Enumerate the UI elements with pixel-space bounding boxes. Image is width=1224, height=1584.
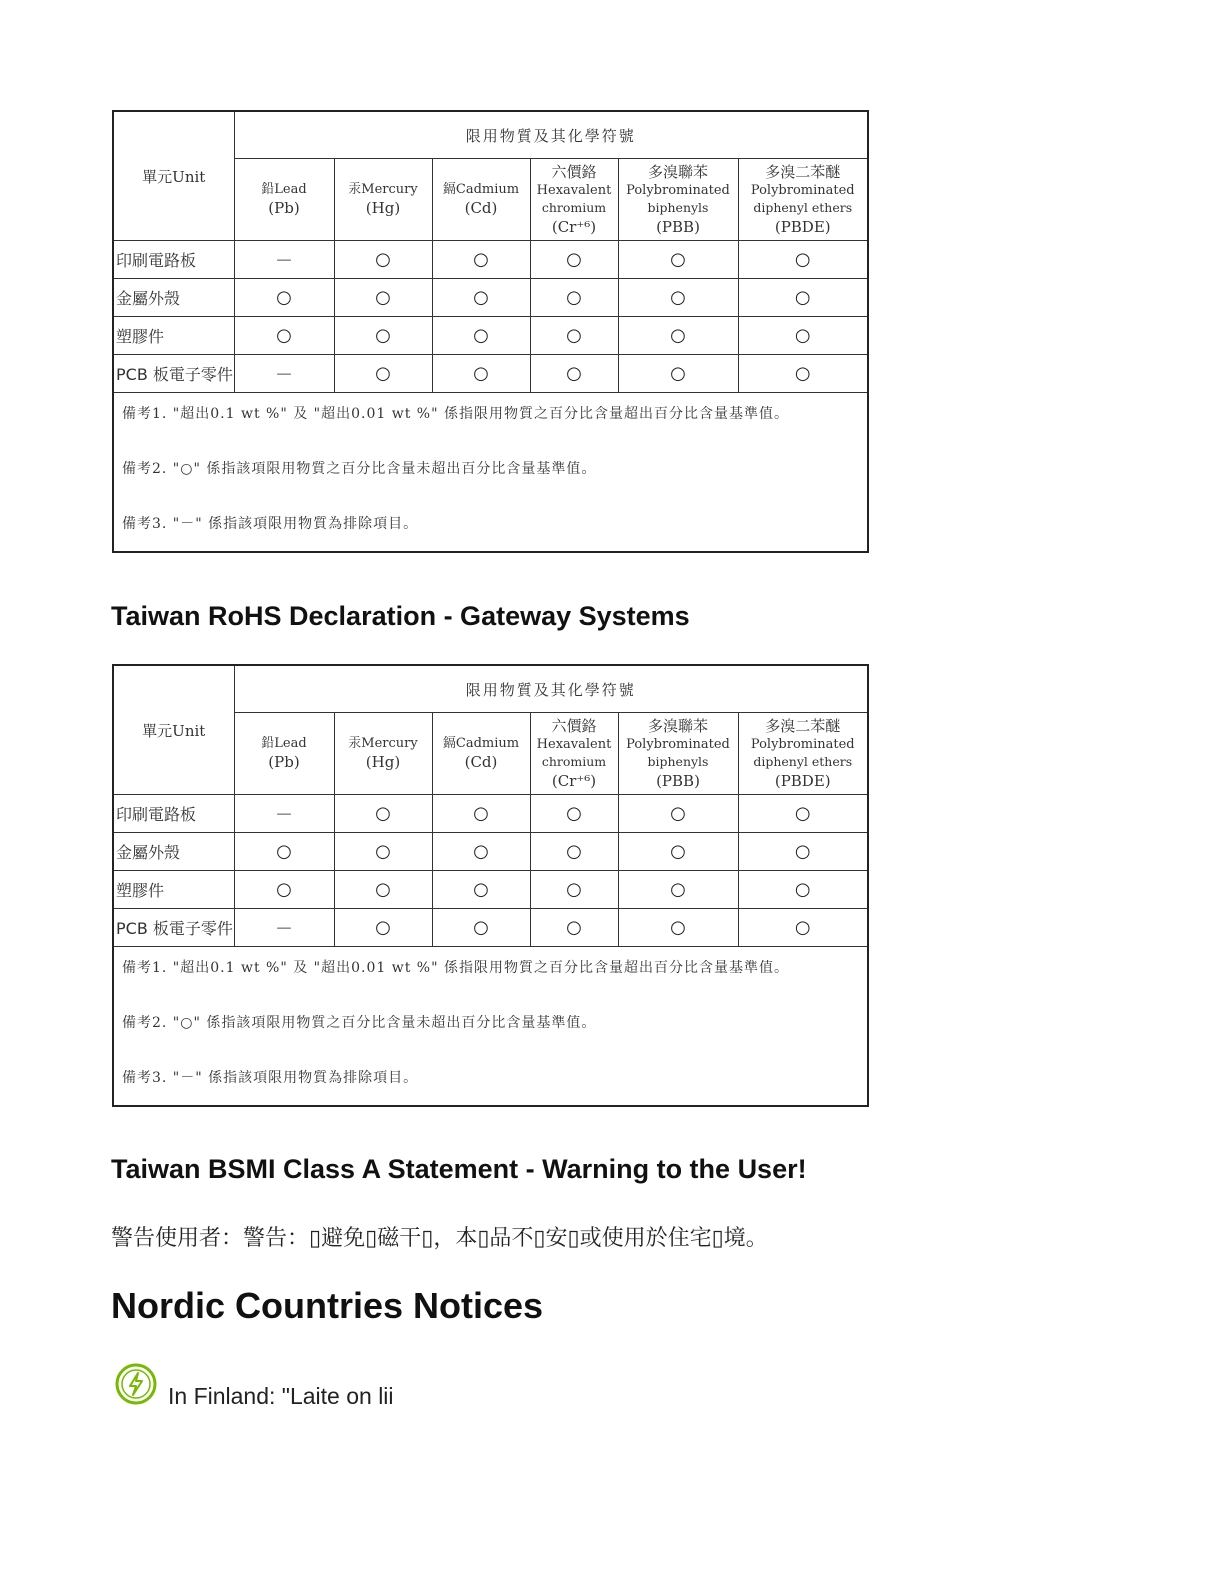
heading-nordic: Nordic Countries Notices xyxy=(111,1285,544,1326)
finland-notice xyxy=(114,1362,394,1409)
note-1: 備考1. "超出0.1 wt %" 及 "超出0.01 wt %" 係指限用物質之百分比含量超出百分比含量基準值。 xyxy=(122,406,789,422)
note-1: 備考1. "超出0.1 wt %" 及 "超出0.01 wt %" 係指限用物質之百分比含量超出百分比含量基準值。 xyxy=(122,960,789,976)
table-row: 金屬外殼 ○ ○ ○ ○ ○ ○ xyxy=(114,279,867,317)
note-2: 備考2. "○" 係指該項限用物質之百分比含量未超出百分比含量基準值。 xyxy=(122,1015,597,1031)
col-mercury: 汞Mercury (Hg) xyxy=(334,713,432,795)
rohs-table-1 xyxy=(112,110,869,553)
heading-gateway: Taiwan RoHS Declaration - Gateway Systems xyxy=(111,601,690,631)
table-row: PCB 板電子零件 － ○ ○ ○ ○ ○ xyxy=(114,355,867,393)
table-row: 印刷電路板 － ○ ○ ○ ○ ○ xyxy=(114,241,867,279)
col-pbde: 多溴二苯醚 Polybrominated diphenyl ethers (PBDE) xyxy=(738,159,867,241)
note-3: 備考3. "－" 係指該項限用物質為排除項目。 xyxy=(122,1070,419,1086)
notes xyxy=(114,393,867,551)
table-row: PCB 板電子零件 － ○ ○ ○ ○ ○ xyxy=(114,909,867,947)
heading-bsmi: Taiwan BSMI Class A Statement - Warning to the User! xyxy=(111,1154,807,1184)
col-lead: 鉛Lead (Pb) xyxy=(234,159,334,241)
table-row: 塑膠件 ○ ○ ○ ○ ○ ○ xyxy=(114,317,867,355)
table-row: 塑膠件 ○ ○ ○ ○ ○ ○ xyxy=(114,871,867,909)
unit-header: 單元Unit xyxy=(114,112,234,241)
col-pbde: 多溴二苯醚 Polybrominated diphenyl ethers (PBDE) xyxy=(738,713,867,795)
col-chromium: 六價鉻 Hexavalent chromium (Cr⁺⁶) xyxy=(530,159,618,241)
notes xyxy=(114,947,867,1105)
unit-header: 單元Unit xyxy=(114,666,234,795)
bsmi-warning-text: 警告使用者：警告：▯避免▯磁干▯，本▯品不▯安▯或使用於住宅▯境。 xyxy=(111,1226,768,1251)
col-chromium: 六價鉻 Hexavalent chromium (Cr⁺⁶) xyxy=(530,713,618,795)
note-2: 備考2. "○" 係指該項限用物質之百分比含量未超出百分比含量基準值。 xyxy=(122,461,597,477)
note-3: 備考3. "－" 係指該項限用物質為排除項目。 xyxy=(122,516,419,532)
col-mercury: 汞Mercury (Hg) xyxy=(334,159,432,241)
group-header: 限用物質及其化學符號 xyxy=(234,112,867,159)
table-row: 印刷電路板 － ○ ○ ○ ○ ○ xyxy=(114,795,867,833)
group-header: 限用物質及其化學符號 xyxy=(234,666,867,713)
col-lead: 鉛Lead (Pb) xyxy=(234,713,334,795)
col-cadmium: 鎘Cadmium (Cd) xyxy=(432,159,530,241)
finland-text: In Finland: "Laite on lii xyxy=(168,1383,394,1409)
col-pbb: 多溴聯苯 Polybrominated biphenyls (PBB) xyxy=(618,159,738,241)
power-warning-icon xyxy=(114,1362,158,1406)
col-cadmium: 鎘Cadmium (Cd) xyxy=(432,713,530,795)
table-row: 金屬外殼 ○ ○ ○ ○ ○ ○ xyxy=(114,833,867,871)
rohs-table-2 xyxy=(112,664,869,1107)
col-pbb: 多溴聯苯 Polybrominated biphenyls (PBB) xyxy=(618,713,738,795)
